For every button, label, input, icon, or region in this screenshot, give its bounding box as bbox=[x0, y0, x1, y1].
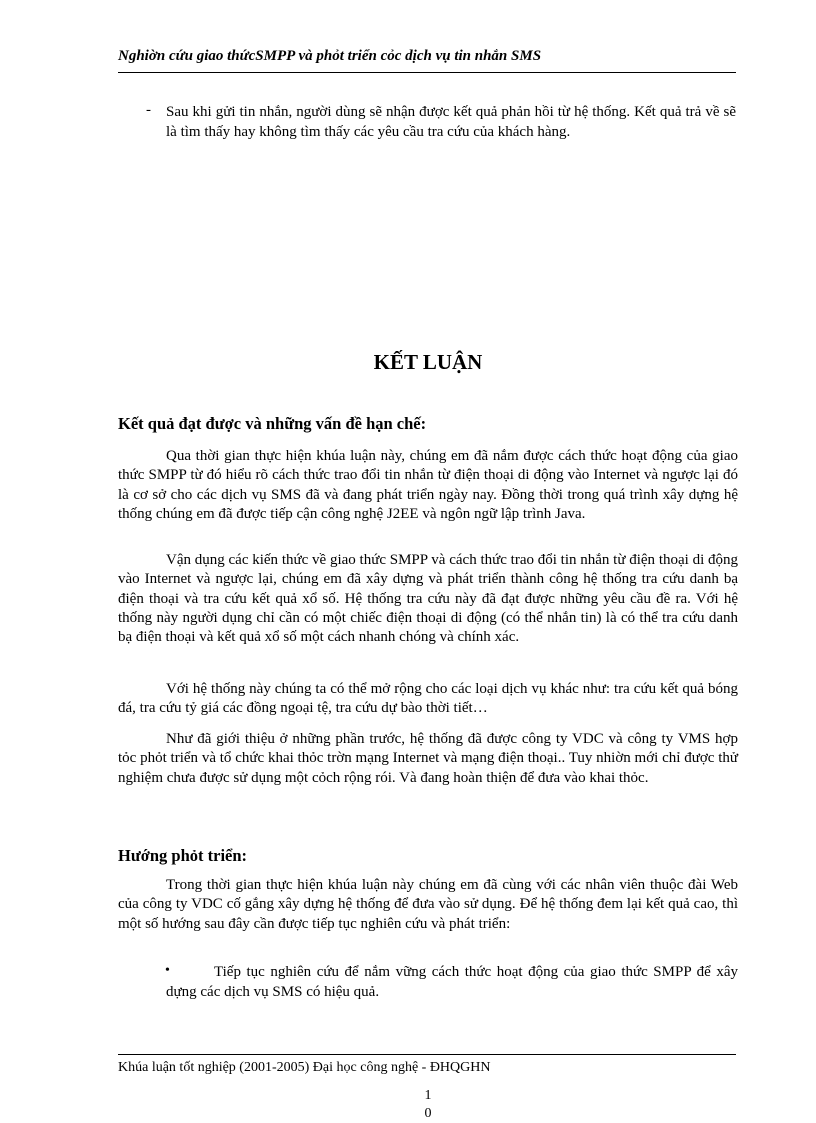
paragraph-3: Với hệ thống này chúng ta có thể mở rộng cho các loại dịch vụ khác như: tra cứu kết quả bóng đá, tra cứu tỷ giá các đồng ngoại tệ, tra cứu dự bào thời tiết… bbox=[118, 681, 738, 717]
running-header: Nghiờn cứu giao thứcSMPP và phỏt triển cỏc dịch vụ tin nhắn SMS bbox=[118, 48, 542, 64]
footer-text: Khúa luận tốt nghiệp (2001-2005) Đại học công nghệ - ĐHQGHN bbox=[118, 1060, 491, 1075]
footer-divider bbox=[118, 1054, 736, 1055]
intro-bullet-text: Sau khi gửi tin nhắn, người dùng sẽ nhận được kết quả phản hồi từ hệ thống. Kết quả trả về sẽ là tìm thấy hay không tìm thấy các yêu cầu tra cứu của khách hàng. bbox=[166, 104, 736, 140]
paragraph-2: Vận dụng các kiến thức về giao thức SMPP và cách thức trao đổi tin nhắn từ điện thoại di động vào Internet và ngược lại, chúng em đã xây dựng và phát triển thành công hệ thống tra cứu danh bạ điện thoại và tra cứu kết quả xổ số. Hệ thống tra cứu này đã đạt được những yêu cầu đề ra. Với hệ thống này người dụng chỉ cần có một chiếc điện thoại di động (có thể nhắn tin) là có thể tra cứu danh bạ điện thoại và kết quả xổ số một cách nhanh chóng và chính xác. bbox=[118, 552, 738, 646]
paragraph-4: Như đã giới thiệu ở những phần trước, hệ thống đã được công ty VDC và công ty VMS hợp tỏc phỏt triển và tổ chức khai thỏc trờn mạng Internet và mạng điện thoại.. Tuy nhiờn mới chỉ được thử nghiệm chưa được sử dụng một cỏch rộng rói. Và đang hoàn thiện để đưa vào khai thỏc. bbox=[118, 731, 738, 786]
section-heading-results: Kết quả đạt được và những vấn đề hạn chế: bbox=[118, 414, 427, 433]
paragraph-5: Trong thời gian thực hiện khúa luận này chúng em đã cùng với các nhân viên thuộc đài Web của công ty VDC cố gắng xây dựng hệ thống để đưa vào sử dụng. Để hệ thống đem lại kết quả cao, thì một số hướng sau đây cần được tiếp tục nghiên cứu và phát triển: bbox=[118, 877, 738, 932]
paragraph-1: Qua thời gian thực hiện khúa luận này, chúng em đã nắm được cách thức hoạt động của giao thức SMPP từ đó hiểu rõ cách thức trao đổi tin nhắn từ điện thoại di động vào Internet và ngược lại đó là cơ sở cho các dịch vụ SMS đã và đang phát triển ngày nay. Đồng thời trong quá trình xây dựng hệ thống chúng em đã được tiếp cận công nghệ J2EE và ngôn ngữ lập trình Java. bbox=[118, 448, 738, 522]
dot-bullet-marker: • bbox=[165, 963, 170, 978]
section-heading-development: Hướng phỏt triển: bbox=[118, 846, 248, 865]
bullet-item-text: Tiếp tục nghiên cứu để nắm vững cách thức hoạt động của giao thức SMPP để xây dựng các dịch vụ SMS có hiệu quả. bbox=[166, 964, 738, 1000]
page-title: KẾT LUẬN bbox=[373, 350, 483, 374]
dash-bullet-marker: - bbox=[146, 102, 151, 118]
page-number-line-1: 1 bbox=[424, 1088, 432, 1103]
header-divider bbox=[118, 72, 736, 73]
page-number-line-2: 0 bbox=[424, 1106, 432, 1121]
